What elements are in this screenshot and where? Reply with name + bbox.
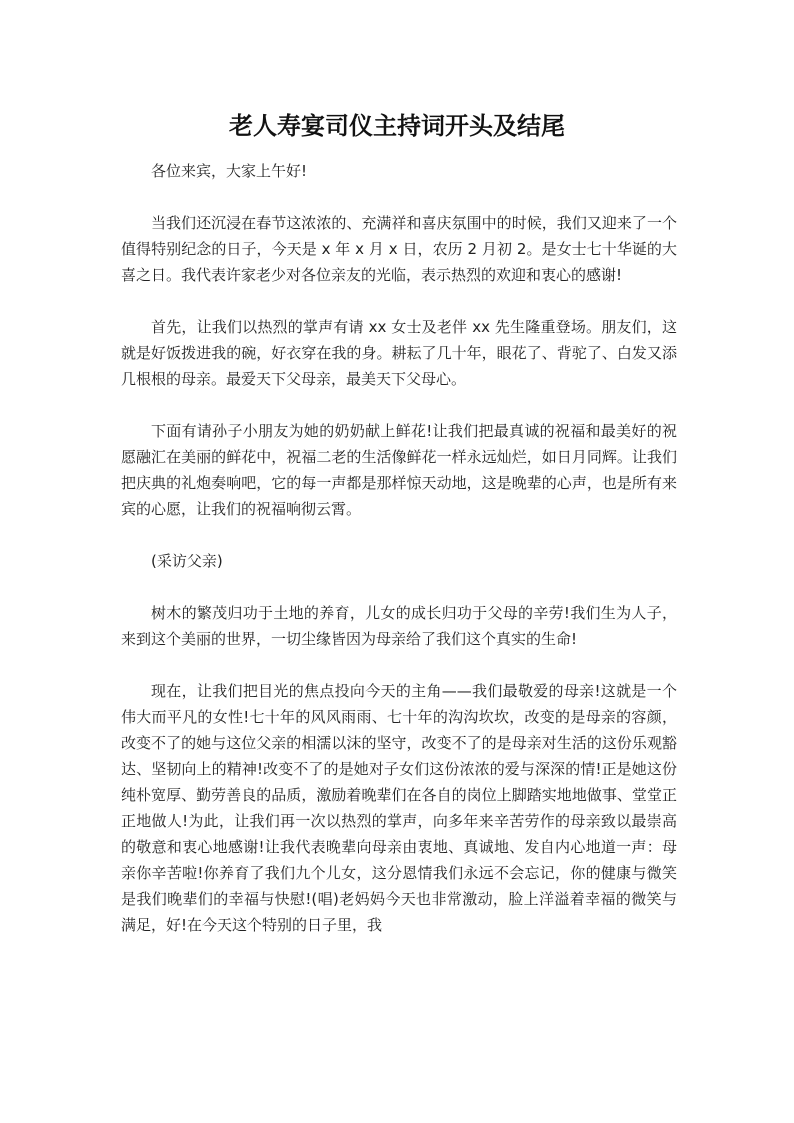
paragraph-tribute: 现在，让我们把目光的焦点投向今天的主角——我们最敬爱的母亲!这就是一个伟大而平凡的女性!七十年的风风雨雨、七十年的沟沟坎坎，改变的是母亲的容颜，改变不了的她与这位父亲的相濡以沫的坚守，改变不了的是母亲对生活的这份乐观豁达、坚韧向上的精神!改变不了的是她对子女们这份浓浓的爱与深深的情!正是她这份纯朴宽厚、勤劳善良的品质，激励着晚辈们在各自的岗位上脚踏实地地做事、堂堂正正地做人!为此，让我们再一次以热烈的掌声，向多年来辛苦劳作的母亲致以最崇高的敬意和衷心地感谢!让我代表晚辈向母亲由衷地、真诚地、发自内心地道一声：母亲你辛苦啦!你养育了我们九个儿女，这分恩情我们永远不会忘记，你的健康与微笑是我们晚辈们的幸福与快慰!(唱)老妈妈今天也非常激动，脸上洋溢着幸福的微笑与满足，好!在今天这个特别的日子里，我 (121, 682, 677, 934)
paragraph-flowers: 下面有请孙子小朋友为她的奶奶献上鲜花!让我们把最真诚的祝福和最美好的祝愿融汇在美丽的鲜花中，祝福二老的生活像鲜花一样永远灿烂，如日月同辉。让我们把庆典的礼炮奏响吧，它的每一声都是那样惊天动地，这是晚辈的心声，也是所有来宾的心愿，让我们的祝福响彻云霄。 (121, 422, 677, 518)
paragraph-interview-note: (采访父亲) (151, 552, 223, 570)
paragraph-greeting: 各位来宾，大家上午好! (151, 162, 308, 180)
paragraph-gratitude: 树木的繁茂归功于土地的养育，儿女的成长归功于父母的辛劳!我们生为人子，来到这个美丽的世界，一切尘缘皆因为母亲给了我们这个真实的生命! (121, 604, 677, 648)
document-body (121, 158, 677, 964)
paragraph-introduction: 首先，让我们以热烈的掌声有请 xx 女士及老伴 xx 先生隆重登场。朋友们，这就是好饭拨进我的碗，好衣穿在我的身。耕耘了几十年，眼花了、背驼了、白发又添几根根的母亲。最爱天下父母亲，最美天下父母心。 (121, 318, 677, 388)
document-title: 老人寿宴司仪主持词开头及结尾 (229, 112, 565, 140)
paragraph-opening: 当我们还沉浸在春节这浓浓的、充满祥和喜庆氛围中的时候，我们又迎来了一个值得特别纪念的日子，今天是 x 年 x 月 x 日，农历 2 月初 2。是女士七十华诞的大喜之日。我代表许家老少对各位亲友的光临，表示热烈的欢迎和衷心的感谢! (121, 214, 677, 284)
